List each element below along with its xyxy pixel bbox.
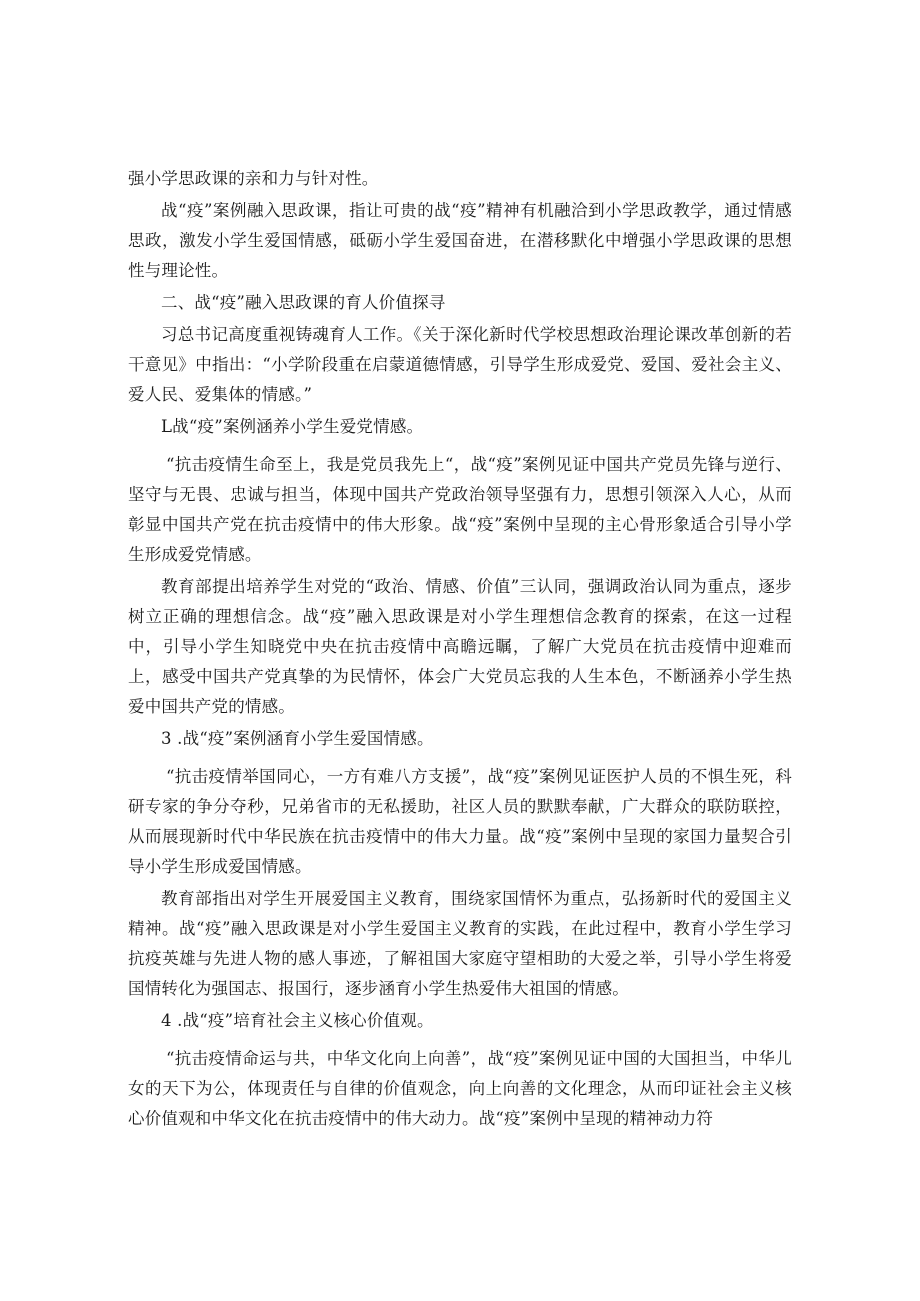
- paragraph-patriotism-case: “抗击疫情举国同心，一方有难八方支援”，战“疫”案例见证医护人员的不惧生死，科研专家的争分夺秒，兄弟省市的无私援助，社区人员的默默奉献，广大群众的联防联控，从而展现新时代中华民族在抗击疫情中的伟大力量。战“疫”案例中呈现的家国力量契合引导小学生形成爱国情感。: [128, 767, 792, 876]
- section-heading: 二、战“疫”融入思政课的育人价值探寻: [161, 293, 446, 312]
- subheading-core-values: 4 .战“疫”培育社会主义核心价值观。: [161, 1011, 434, 1030]
- paragraph-continuation: 强小学思政课的亲和力与针对性。: [128, 169, 379, 188]
- paragraph-core-values-case: “抗击疫情命运与共，中华文化向上向善”，战“疫”案例见证中国的大国担当，中华儿女的天下为公，体现责任与自律的价值观念，向上向善的文化理念，从而印证社会主义核心价值观和中华文化在抗击疫情中的伟大动力。战“疫”案例中呈现的精神动力符: [128, 1049, 792, 1128]
- paragraph-definition: 战“疫”案例融入思政课，指让可贵的战“疫”精神有机融洽到小学思政教学，通过情感思政，激发小学生爱国情感，砥砺小学生爱国奋进，在潜移默化中增强小学思政课的思想性与理论性。: [128, 201, 792, 280]
- paragraph-party-education: 教育部提出培养学生对党的“政治、情感、价值”三认同，强调政治认同为重点，逐步树立正确的理想信念。战“疫”融入思政课是对小学生理想信念教育的探索，在这一过程中，引导小学生知晓党中央在抗击疫情中高瞻远瞩，了解广大党员在抗击疫情中迎难而上，感受中国共产党真挚的为民情怀，体会广大党员忘我的人生本色，不断涵养小学生热爱中国共产党的情感。: [128, 577, 792, 716]
- paragraph-party-case: “抗击疫情生命至上，我是党员我先上“，战“疫”案例见证中国共产党员先锋与逆行、坚守与无畏、忠诚与担当，体现中国共产党政治领导坚强有力，思想引领深入人心，从而彰显中国共产党在抗击疫情中的伟大形象。战“疫”案例中呈现的主心骨形象适合引导小学生形成爱党情感。: [128, 455, 792, 564]
- subheading-patriotism: 3 .战“疫”案例涵育小学生爱国情感。: [161, 729, 434, 748]
- document-body: [128, 164, 792, 1136]
- paragraph-guidance: 习总书记高度重视铸魂育人工作。《关于深化新时代学校思想政治理论课改革创新的若干意见》中指出：“小学阶段重在启蒙道德情感，引导学生形成爱党、爱国、爱社会主义、爱人民、爱集体的情感。”: [128, 325, 792, 404]
- subheading-party-love: L战“疫”案例涵养小学生爱党情感。: [161, 417, 424, 436]
- paragraph-patriotism-education: 教育部指出对学生开展爱国主义教育，围绕家国情怀为重点，弘扬新时代的爱国主义精神。战“疫”融入思政课是对小学生爱国主义教育的实践，在此过程中，教育小学生学习抗疫英雄与先进人物的感人事迹，了解祖国大家庭守望相助的大爱之举，引导小学生将爱国情转化为强国志、报国行，逐步涵育小学生热爱伟大祖国的情感。: [128, 889, 792, 998]
